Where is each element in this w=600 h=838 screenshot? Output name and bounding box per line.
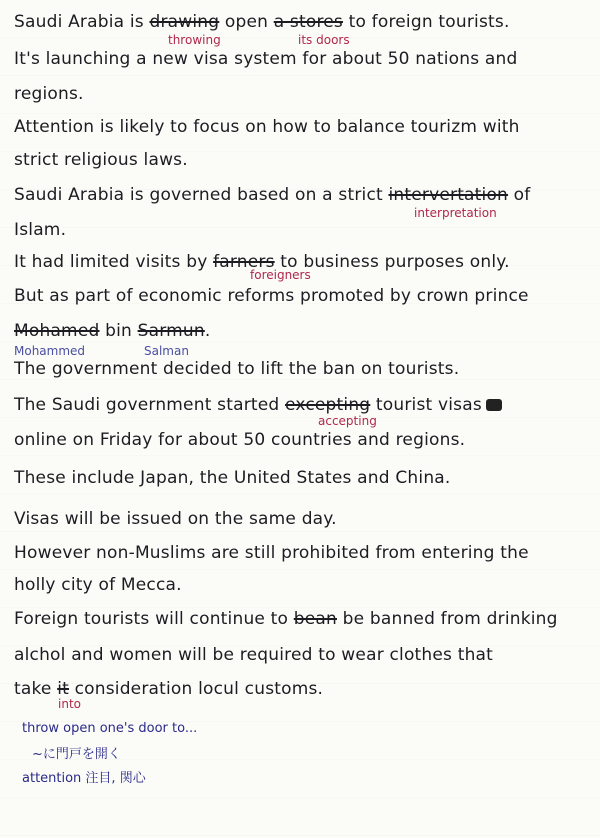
text-line-12 [14,395,502,415]
struck-word-farners: farners [213,252,275,272]
text-line-5: strict religious laws. [14,150,188,170]
text-line-13: online on Friday for about 50 countries and regions. [14,430,466,450]
text-line-19: alchol and women will be required to wear clothes that [14,645,494,665]
correction-its-doors: its doors [298,33,350,47]
line-12-part-a: The Saudi government started [14,395,286,415]
line-8-part-b: to business purposes only. [274,252,510,272]
struck-word-mohamed: Mohamed [14,321,100,341]
struck-word-intervertation: intervertation [388,185,509,205]
line-20-part-b: consideration locul customs. [68,679,324,699]
text-line-3: regions. [14,84,84,104]
text-line-15: Visas will be issued on the same day. [14,509,337,529]
struck-word-drawing: drawing [149,12,220,32]
text-line-16: However non-Muslims are still prohibited from entering the [14,543,529,563]
correction-foreigners: foreigners [250,268,311,282]
text-line-4: Attention is likely to focus on how to balance tourizm with [14,117,520,137]
line-1-part-c: to foreign tourists. [342,12,510,32]
line-1-part-b: open [219,12,274,32]
vocab-note-3: attention 注目, 関心 [22,771,146,786]
line-12-part-b: tourist visas [370,395,482,415]
correction-throwing: throwing [168,33,221,47]
text-line-1 [14,12,510,32]
struck-word-sarmun: Sarmun [137,321,205,341]
text-line-7: Islam. [14,220,67,240]
text-line-9: But as part of economic reforms promoted by crown prince [14,286,529,306]
line-8-part-a: It had limited visits by [14,252,214,272]
vocab-note-1: throw open one's door to... [22,721,198,736]
text-line-17: holly city of Mecca. [14,575,182,595]
text-line-6 [14,185,530,205]
line-10-part-a: bin [99,321,138,341]
text-line-20 [14,679,323,699]
vocab-note-2: ~に門戸を開く [32,747,121,762]
text-line-14: These include Japan, the United States and China. [14,468,451,488]
line-18-part-b: be banned from drinking [337,609,558,629]
line-6-part-b: of [508,185,531,205]
line-1-part-a: Saudi Arabia is [14,12,150,32]
text-line-10 [14,321,210,341]
correction-mohammed: Mohammed [14,344,86,358]
text-line-11: The government decided to lift the ban on tourists. [14,359,460,379]
struck-word-excepting: excepting [285,395,371,415]
line-20-part-a: take [14,679,58,699]
ink-blot [486,399,502,411]
struck-word-it: it [57,679,69,699]
line-6-part-a: Saudi Arabia is governed based on a strict [14,185,389,205]
line-10-part-b: . [204,321,211,341]
correction-into: into [58,697,81,711]
line-18-part-a: Foreign tourists will continue to [14,609,294,629]
correction-salman: Salman [144,344,189,358]
correction-accepting: accepting [318,414,377,428]
text-line-2: It's launching a new visa system for about 50 nations and [14,49,518,69]
struck-word-bean: bean [293,609,337,629]
text-line-18 [14,609,558,629]
struck-word-a-stores: a stores [273,12,343,32]
correction-interpretation: interpretation [414,206,497,220]
